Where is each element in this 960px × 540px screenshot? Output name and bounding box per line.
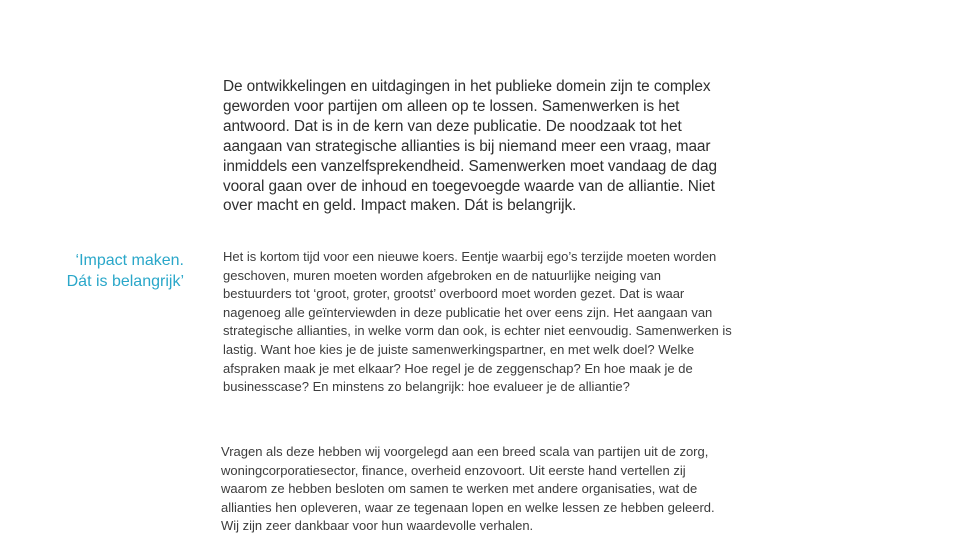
body-paragraph-2: Vragen als deze hebben wij voorgelegd aan een breed scala van partijen uit de zorg, woningcorporatiesector, finance, overheid enzovoort. Uit eerste hand vertellen zij waarom ze hebben besloten om samen te werken met andere organisaties, wat de allianties hen opleveren, waar ze tegenaan lopen en welke lessen ze hebben geleerd. Wij zijn zeer dankbaar voor hun waardevolle verhalen. (221, 444, 715, 534)
pull-quote-line-2: Dát is belangrijk’ (66, 273, 184, 290)
pull-quote (30, 250, 184, 292)
pull-quote-line-1: ‘Impact maken. (75, 252, 184, 269)
intro-paragraph: De ontwikkelingen en uitdagingen in het publieke domein zijn te complex geworden voor partijen om alleen op te lossen. Samenwerken is het antwoord. Dat is in de kern van deze publicatie. De noodzaak tot het aangaan van strategische allianties is bij niemand meer een vraag, maar inmiddels een vanzelfsprekendheid. Samenwerken moet vandaag de dag vooral gaan over de inhoud en toegevoegde waarde van de alliantie. Niet over macht en geld. Impact maken. Dát is belangrijk. (223, 78, 717, 215)
body-paragraph-1: Het is kortom tijd voor een nieuwe koers. Eentje waarbij ego’s terzijde moeten worden geschoven, muren moeten worden afgebroken en de natuurlijke neiging van bestuurders tot ‘groot, groter, grootst’ overboord moet worden gezet. Dat is waar nagenoeg alle geïnterviewden in deze publicatie het over eens zijn. Het aangaan van strategische allianties, in welke vorm dan ook, is echter niet eenvoudig. Samenwerken is lastig. Want hoe kies je de juiste samenwerkingspartner, en met welk doel? Welke afspraken maak je met elkaar? Hoe regel je de zeggenschap? En hoe maak je de businesscase? En minstens zo belangrijk: hoe evalueer je de alliantie? (223, 249, 732, 395)
